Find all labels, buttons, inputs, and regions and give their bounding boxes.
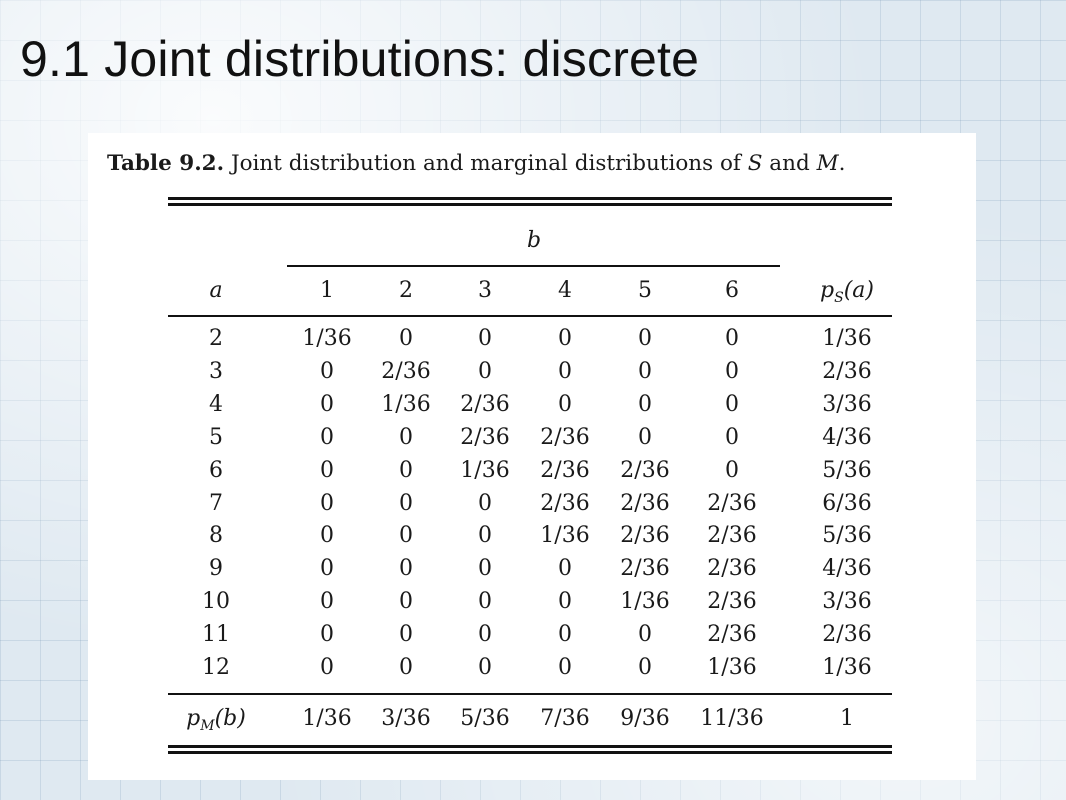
top-rule-1 <box>168 197 892 200</box>
table-cell: 0 <box>638 359 652 384</box>
b-value-header: 5 <box>638 278 652 303</box>
table-cell: 2/36 <box>707 491 757 516</box>
table-cell: 0 <box>320 655 334 680</box>
row-ps-value: 1/36 <box>822 326 872 351</box>
row-a-value: 8 <box>209 523 223 548</box>
row-ps-value: 4/36 <box>822 556 872 581</box>
table-cell: 0 <box>558 622 572 647</box>
row-a-value: 11 <box>202 622 230 647</box>
row-ps-value: 5/36 <box>822 458 872 483</box>
table-cell: 0 <box>320 491 334 516</box>
table-cell: 0 <box>638 326 652 351</box>
row-a-value: 7 <box>209 491 223 516</box>
b-value-header: 6 <box>725 278 739 303</box>
table-cell: 0 <box>725 458 739 483</box>
table-cell: 0 <box>399 326 413 351</box>
table-cell: 1/36 <box>540 523 590 548</box>
table-cell: 0 <box>399 622 413 647</box>
b-header: b <box>526 228 542 253</box>
b-value-header: 1 <box>320 278 334 303</box>
table-cell: 2/36 <box>707 556 757 581</box>
bottom-rule-2 <box>168 751 892 754</box>
caption-end: . <box>838 151 846 176</box>
table-cell: 0 <box>320 392 334 417</box>
table-cell: 0 <box>558 589 572 614</box>
row-ps-value: 2/36 <box>822 622 872 647</box>
table-cell: 2/36 <box>620 458 670 483</box>
table-cell: 2/36 <box>540 491 590 516</box>
table-cell: 0 <box>725 326 739 351</box>
table-cell: 0 <box>478 556 492 581</box>
table-cell: 0 <box>399 556 413 581</box>
table-cell: 0 <box>725 392 739 417</box>
table-cell: 0 <box>638 392 652 417</box>
table-cell: 1/36 <box>707 655 757 680</box>
row-ps-value: 6/36 <box>822 491 872 516</box>
body-rule <box>168 693 892 695</box>
table-cell: 0 <box>399 523 413 548</box>
table-cell: 0 <box>478 326 492 351</box>
table-cell: 0 <box>558 359 572 384</box>
slide-title: 9.1 Joint distributions: discrete <box>20 31 700 87</box>
table-cell: 0 <box>725 359 739 384</box>
caption-var-m: M <box>816 151 839 176</box>
table-caption <box>107 151 845 176</box>
pm-header-sub: M <box>200 718 215 734</box>
pm-value: 7/36 <box>540 706 590 731</box>
caption-text: Joint distribution and marginal distributions of <box>230 151 741 176</box>
table-cell: 2/36 <box>707 523 757 548</box>
table-cell: 2/36 <box>381 359 431 384</box>
row-ps-value: 4/36 <box>822 425 872 450</box>
bottom-rule-1 <box>168 745 892 748</box>
table-cell: 0 <box>320 589 334 614</box>
table-cell: 2/36 <box>460 392 510 417</box>
table-cell: 0 <box>638 655 652 680</box>
table-cell: 0 <box>320 622 334 647</box>
b-value-header: 2 <box>399 278 413 303</box>
pm-header-arg: (b) <box>214 706 246 731</box>
row-a-value: 2 <box>209 326 223 351</box>
row-a-value: 4 <box>209 392 223 417</box>
top-rule-2 <box>168 203 892 206</box>
table-cell: 2/36 <box>460 425 510 450</box>
a-header: a <box>209 278 223 303</box>
header-rule <box>168 315 892 317</box>
table-cell: 0 <box>558 655 572 680</box>
table-cell: 0 <box>320 458 334 483</box>
table-cell: 0 <box>320 556 334 581</box>
pm-total: 1 <box>840 706 854 731</box>
pm-value: 3/36 <box>381 706 431 731</box>
pm-value: 1/36 <box>302 706 352 731</box>
table-cell: 0 <box>320 359 334 384</box>
table-cell: 1/36 <box>381 392 431 417</box>
table-cell: 0 <box>725 425 739 450</box>
table-cell: 0 <box>558 326 572 351</box>
table-cell: 0 <box>399 458 413 483</box>
b-value-header: 3 <box>478 278 492 303</box>
table-cell: 0 <box>399 655 413 680</box>
table-cell: 0 <box>478 622 492 647</box>
table-cell: 0 <box>638 622 652 647</box>
row-a-value: 12 <box>202 655 230 680</box>
b-value-header: 4 <box>558 278 572 303</box>
row-a-value: 5 <box>209 425 223 450</box>
row-a-value: 10 <box>202 589 230 614</box>
row-ps-value: 3/36 <box>822 392 872 417</box>
caption-and: and <box>769 151 810 176</box>
table-cell: 0 <box>399 491 413 516</box>
pm-header <box>186 707 246 733</box>
table-cell: 0 <box>478 491 492 516</box>
table-cell: 0 <box>478 655 492 680</box>
table-cell: 1/36 <box>302 326 352 351</box>
table-cell: 2/36 <box>707 622 757 647</box>
row-a-value: 6 <box>209 458 223 483</box>
pm-value: 5/36 <box>460 706 510 731</box>
pm-header-p: p <box>186 706 201 731</box>
table-cell: 2/36 <box>540 425 590 450</box>
table-cell: 0 <box>478 589 492 614</box>
table-cell: 0 <box>558 392 572 417</box>
table-cell: 0 <box>320 523 334 548</box>
b-header-underline <box>287 265 780 267</box>
table-cell: 1/36 <box>620 589 670 614</box>
ps-header-p: p <box>820 278 835 303</box>
row-a-value: 3 <box>209 359 223 384</box>
row-ps-value: 3/36 <box>822 589 872 614</box>
table-cell: 0 <box>320 425 334 450</box>
row-a-value: 9 <box>209 556 223 581</box>
caption-var-s: S <box>747 151 763 176</box>
table-cell: 2/36 <box>620 556 670 581</box>
table-cell: 0 <box>478 523 492 548</box>
table-cell: 0 <box>638 425 652 450</box>
joint-distribution-table <box>88 133 976 780</box>
table-cell: 0 <box>399 589 413 614</box>
table-cell: 2/36 <box>620 523 670 548</box>
row-ps-value: 1/36 <box>822 655 872 680</box>
caption-label: Table 9.2. <box>107 151 225 176</box>
table-cell: 2/36 <box>620 491 670 516</box>
pm-value: 11/36 <box>700 706 764 731</box>
table-cell: 0 <box>478 359 492 384</box>
ps-header-sub: S <box>834 290 844 306</box>
table-cell: 0 <box>558 556 572 581</box>
ps-header <box>820 279 874 305</box>
table-cell: 0 <box>399 425 413 450</box>
table-cell: 2/36 <box>540 458 590 483</box>
table-cell: 1/36 <box>460 458 510 483</box>
row-ps-value: 2/36 <box>822 359 872 384</box>
ps-header-arg: (a) <box>843 278 874 303</box>
table-cell: 2/36 <box>707 589 757 614</box>
pm-value: 9/36 <box>620 706 670 731</box>
row-ps-value: 5/36 <box>822 523 872 548</box>
